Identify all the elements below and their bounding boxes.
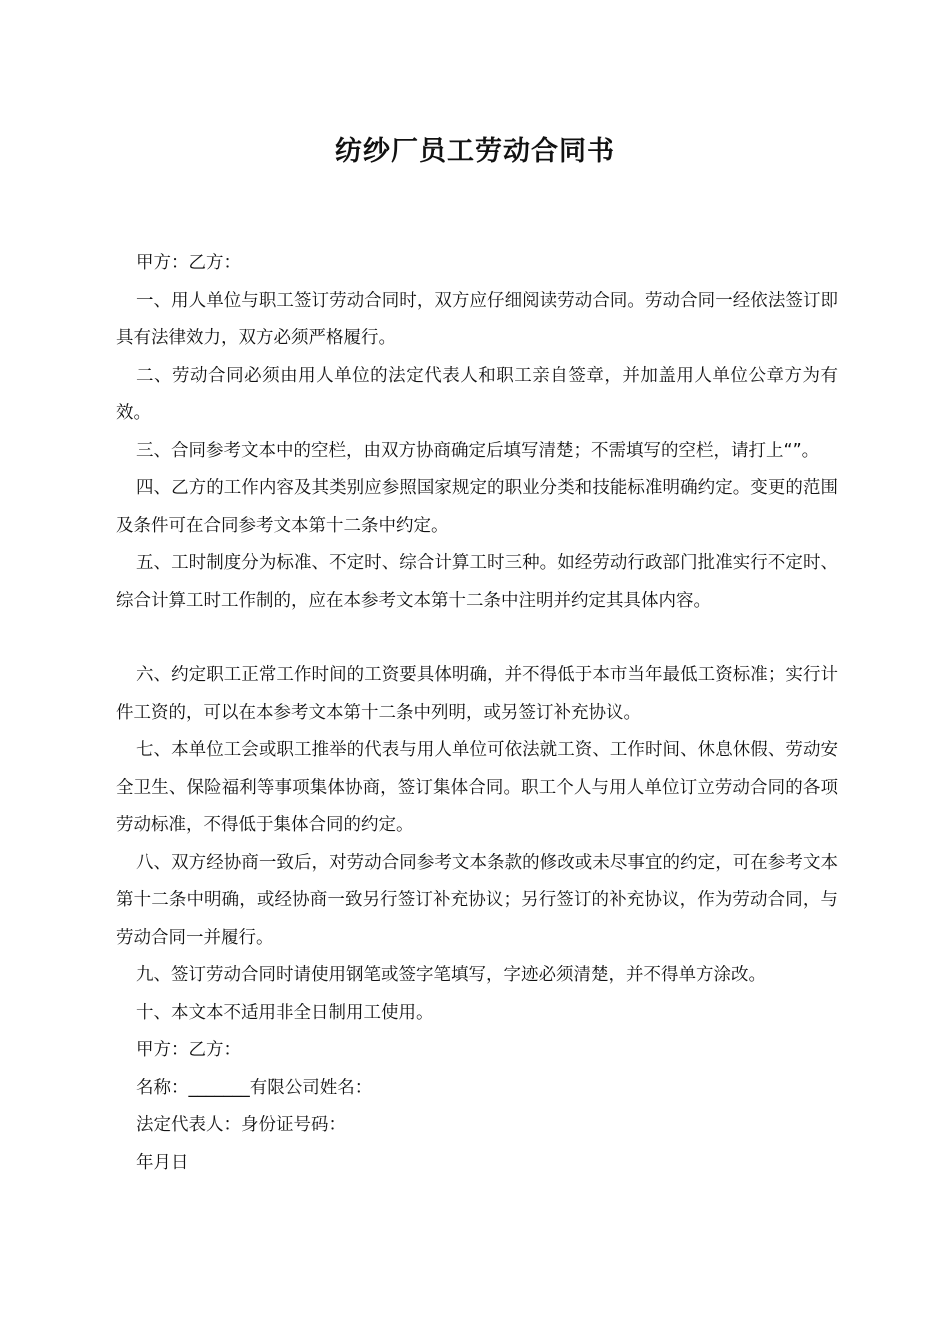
clause-8: 八、双方经协商一致后，对劳动合同参考文本条款的修改或未尽事宜的约定，可在参考文本第十二条中明确，或经协商一致另行签订补充协议；另行签订的补充协议，作为劳动合同，与劳动合同一并履行。 xyxy=(116,852,838,948)
clause-5: 五、工时制度分为标准、不定时、综合计算工时三种。如经劳动行政部门批准实行不定时、综合计算工时工作制的，应在本参考文本第十二条中注明并约定其具体内容。 xyxy=(116,553,838,611)
signature-parties: 甲方：乙方： xyxy=(136,1040,241,1060)
clause-1: 一、用人单位与职工签订劳动合同时，双方应仔细阅读劳动合同。劳动合同一经依法签订即具有法律效力，双方必须严格履行。 xyxy=(116,290,838,348)
clause-9: 九、签订劳动合同时请使用钢笔或签字笔填写，字迹必须清楚，并不得单方涂改。 xyxy=(136,965,766,985)
clause-4: 四、乙方的工作内容及其类别应参照国家规定的职业分类和技能标准明确约定。变更的范围及条件可在合同参考文本第十二条中约定。 xyxy=(116,478,838,536)
clause-2: 二、劳动合同必须由用人单位的法定代表人和职工亲自签章，并加盖用人单位公章方为有效。 xyxy=(116,365,838,423)
clause-3: 三、合同参考文本中的空栏，由双方协商确定后填写清楚；不需填写的空栏，请打上“”。 xyxy=(136,440,820,461)
signature-name-line: 名称：_______有限公司姓名： xyxy=(136,1077,373,1098)
clause-6: 六、约定职工正常工作时间的工资要具体明确，并不得低于本市当年最低工资标准；实行计件工资的，可以在本参考文本第十二条中列明，或另签订补充协议。 xyxy=(116,665,838,723)
clause-7: 七、本单位工会或职工推举的代表与用人单位可依法就工资、工作时间、休息休假、劳动安全卫生、保险福利等事项集体协商，签订集体合同。职工个人与用人单位订立劳动合同的各项劳动标准，不得低于集体合同的约定。 xyxy=(116,740,838,835)
document-body xyxy=(116,245,838,1182)
document-title: 纺纱厂员工劳动合同书 xyxy=(335,136,615,167)
party-line: 甲方：乙方： xyxy=(136,253,241,273)
signature-date-line: 年月日 xyxy=(136,1152,189,1173)
signature-rep-line: 法定代表人：身份证号码： xyxy=(136,1115,346,1135)
clause-10: 十、本文本不适用非全日制用工使用。 xyxy=(136,1002,434,1023)
